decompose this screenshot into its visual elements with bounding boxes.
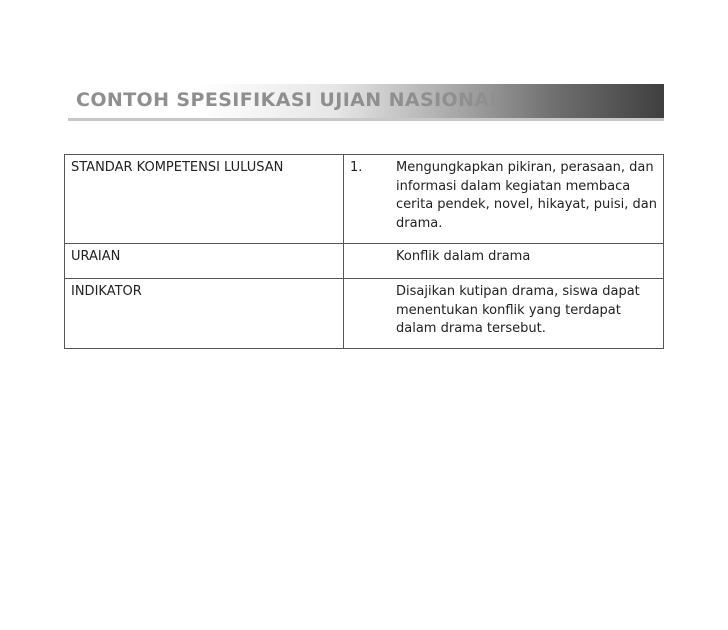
title-banner (68, 84, 664, 118)
page-title: CONTOH SPESIFIKASI UJIAN NASIONAL (76, 89, 503, 111)
title-underline (68, 118, 664, 121)
row-text: Konflik dalam drama (396, 249, 531, 264)
row-content (344, 244, 664, 279)
table-row (65, 155, 664, 244)
specification-table (64, 154, 664, 349)
list-item (350, 159, 657, 233)
table-row (65, 279, 664, 349)
row-label: STANDAR KOMPETENSI LULUSAN (65, 155, 344, 244)
row-content (344, 155, 664, 244)
row-label: URAIAN (65, 244, 344, 279)
table-row (65, 244, 664, 279)
row-content (344, 279, 664, 349)
item-number: 1. (350, 160, 363, 175)
row-text: Disajikan kutipan drama, siswa dapat menentukan konflik yang terdapat dalam drama tersebut. (396, 284, 640, 336)
row-label: INDIKATOR (65, 279, 344, 349)
item-text: Mengungkapkan pikiran, perasaan, dan informasi dalam kegiatan membaca cerita pendek, novel, hikayat, puisi, dan drama. (396, 160, 657, 231)
